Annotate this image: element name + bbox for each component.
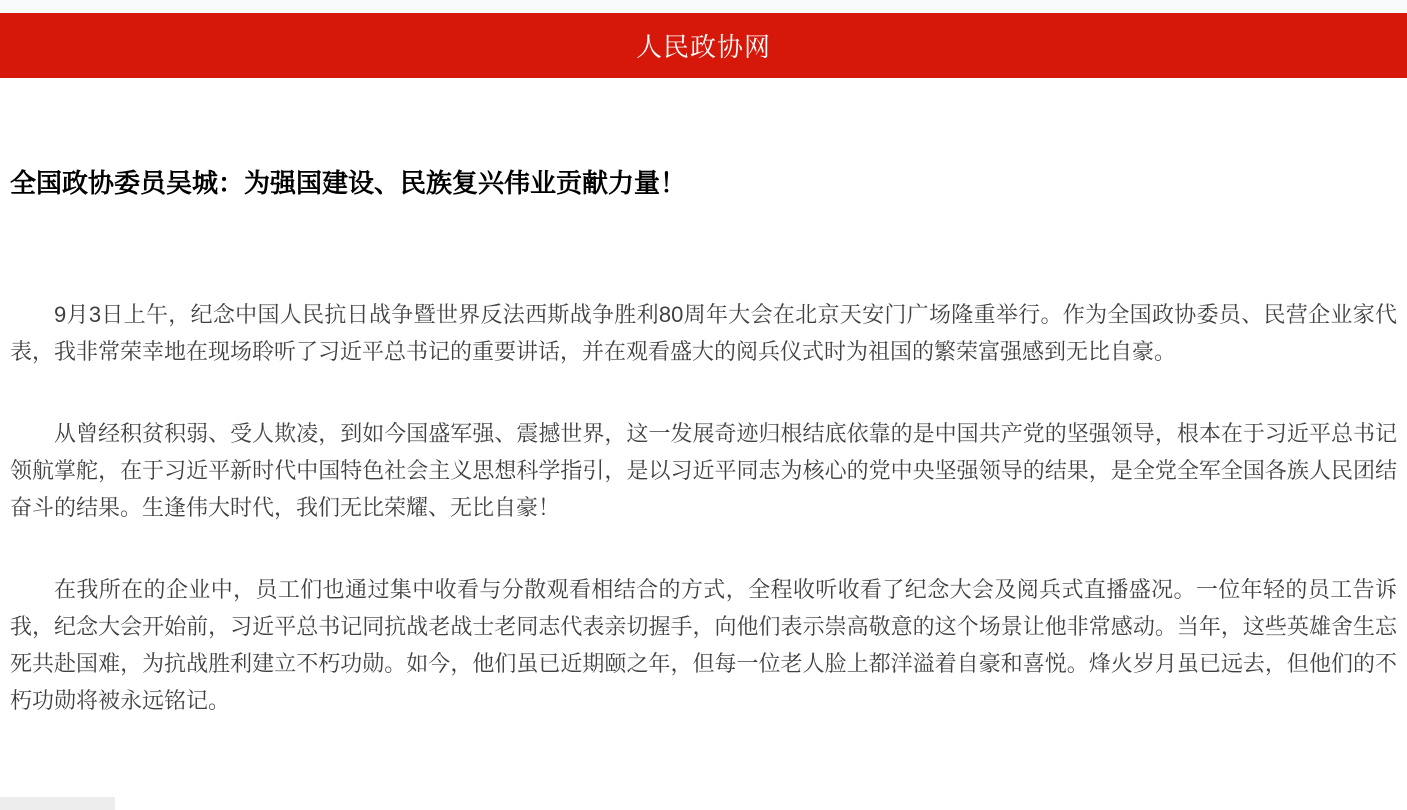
article-paragraph: 在我所在的企业中，员工们也通过集中收看与分散观看相结合的方式，全程收听收看了纪念大会及阅兵式直播盛况。一位年轻的员工告诉我，纪念大会开始前，习近平总书记同抗战老战士老同志代表亲切握手，向他们表示崇高敬意的这个场景让他非常感动。当年，这些英雄舍生忘死共赴国难，为抗战胜利建立不朽功勋。如今，他们虽已近期颐之年，但每一位老人脸上都洋溢着自豪和喜悦。烽火岁月虽已远去，但他们的不朽功勋将被永远铭记。 xyxy=(10,577,1397,713)
site-header xyxy=(0,13,1407,78)
site-title[interactable]: 人民政协网 xyxy=(635,32,771,62)
article-body xyxy=(10,200,1397,719)
article-paragraph: 9月3日上午，纪念中国人民抗日战争暨世界反法西斯战争胜利80周年大会在北京天安门广场隆重举行。作为全国政协委员、民营企业家代表，我非常荣幸地在现场聆听了习近平总书记的重要讲话，并在观看盛大的阅兵仪式时为祖国的繁荣富强感到无比自豪。 xyxy=(10,302,1397,364)
page-top-strip xyxy=(0,0,1407,13)
article-paragraph: 从曾经积贫积弱、受人欺凌，到如今国盛军强、震撼世界，这一发展奇迹归根结底依靠的是中国共产党的坚强领导，根本在于习近平总书记领航掌舵，在于习近平新时代中国特色社会主义思想科学指引，是以习近平同志为核心的党中央坚强领导的结果，是全党全军全国各族人民团结奋斗的结果。生逢伟大时代，我们无比荣耀、无比自豪！ xyxy=(10,421,1397,520)
article-title: 全国政协委员吴城：为强国建设、民族复兴伟业贡献力量！ xyxy=(10,168,687,198)
article xyxy=(0,78,1407,719)
bottom-left-strip xyxy=(0,797,115,810)
